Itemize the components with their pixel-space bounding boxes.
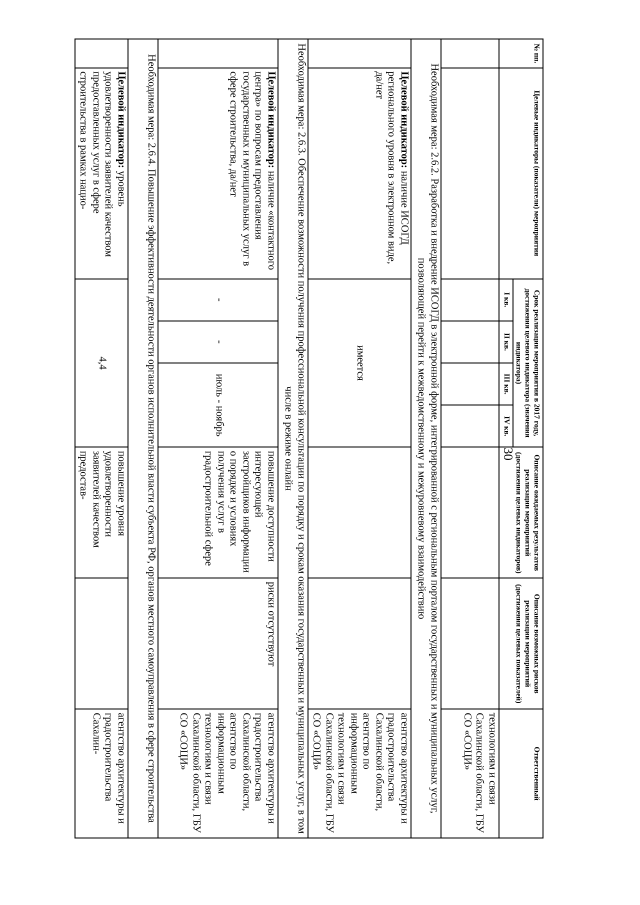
page-number: 30 xyxy=(501,447,516,461)
header-row xyxy=(513,39,543,838)
measure-row xyxy=(128,39,158,838)
indicator-text: наличие ИСОГД регионального уровня в электронном виде, да/нет xyxy=(373,70,409,264)
indicator-2-6-4-responsible: агентство архитектуры и градостроительства Сахалин- xyxy=(75,709,128,838)
rotated-page-content xyxy=(77,38,543,838)
header-q2: II кв. xyxy=(499,320,513,362)
indicator-2-6-3-risks: риски отсутствуют xyxy=(158,578,278,709)
measure-2-6-2-title: Необходимая мера: 2.6.2. Разработка и внедрение ИСОГД в электронной форме, интегрированной с региональным порталом государственных и муниципальных услуг, позволяющей перейти к межведомственному и межуровневому взаимодействию xyxy=(411,39,441,838)
indicator-text: наличие «контактного центра» по вопросам предоставления государственных и муниципальных услуг в сфере строительства, да/нет xyxy=(227,70,276,270)
indicator-2-6-3 xyxy=(158,67,278,278)
header-indicators: Целевые индикаторы (показатели) мероприятия xyxy=(499,67,543,278)
measure-row xyxy=(411,39,441,838)
indicator-row xyxy=(308,39,411,838)
measure-row xyxy=(278,39,308,838)
indicator-2-6-4-value: 4,4 xyxy=(75,278,128,447)
continuation-responsible: технологиям и связи Сахалинской области, ГБУ СО «СОЦИ» xyxy=(441,709,499,838)
header-num: № пп. xyxy=(499,39,543,68)
header-risks: Описание возможных рисков реализации мероприятий (достижения целевых показателей) xyxy=(499,578,543,709)
header-q4: IV кв. xyxy=(499,405,513,447)
indicator-2-6-3-result: повышение доступности интересующей застройщиков информации о порядке и условиях получения услуг в градостроительной сфере xyxy=(158,447,278,578)
indicator-label: Целевой индикатор: xyxy=(265,70,276,168)
indicator-text: уровень удовлетворенности заявителей качеством предоставленных услуг в сфере строительства в рамках нацио- xyxy=(77,70,126,257)
indicator-row xyxy=(158,39,278,838)
header-schedule: Срок реализации мероприятия в 2017 году, достижения целевого индикатора (значения индикатора) xyxy=(513,278,543,447)
header-q3: III кв. xyxy=(499,363,513,405)
indicator-2-6-2-value: имеется xyxy=(308,278,411,447)
indicator-2-6-4 xyxy=(75,67,128,278)
indicator-2-6-2 xyxy=(308,67,411,278)
measure-2-6-3-title: Необходимая мера: 2.6.3. Обеспечение возможности получения профессиональной консультации по порядку и срокам оказания государственных и муниципальных услуг, в том числе в режиме онлайн xyxy=(278,39,308,838)
indicator-row xyxy=(75,39,128,838)
indicator-2-6-2-responsible: агентство архитектуры и градостроительства Сахалинской области, агентство по информационным технологиям и связи Сахалинской области, ГБУ СО «СОЦИ» xyxy=(308,709,411,838)
indicator-label: Целевой индикатор: xyxy=(398,70,409,168)
indicator-label: Целевой индикатор: xyxy=(115,70,126,168)
indicator-2-6-3-q3-q4: июль - ноябрь xyxy=(158,363,278,447)
indicator-2-6-4-result: повышение уровня удовлетворенности заявителей качеством предостав- xyxy=(75,447,128,578)
indicator-2-6-3-q2: - xyxy=(158,320,278,362)
header-q1: I кв. xyxy=(499,278,513,320)
header-responsible: Ответственный xyxy=(499,709,543,838)
header-results: Описание ожидаемых результатов реализации мероприятий (достижения целевых индикаторов) xyxy=(499,447,543,578)
indicator-2-6-3-responsible: агентство архитектуры и градостроительства Сахалинской области, агентство по информационным технологиям и связи Сахалинской области, ГБУ СО «СОЦИ» xyxy=(158,709,278,838)
indicator-2-6-3-q1: - xyxy=(158,278,278,320)
plan-table xyxy=(74,38,543,838)
continuation-row xyxy=(441,39,499,838)
measure-2-6-4-title: Необходимая мера: 2.6.4. Повышение эффективности деятельности органов исполнительной власти субъекта РФ, органов местного самоуправления в сфере строительства xyxy=(128,39,158,838)
